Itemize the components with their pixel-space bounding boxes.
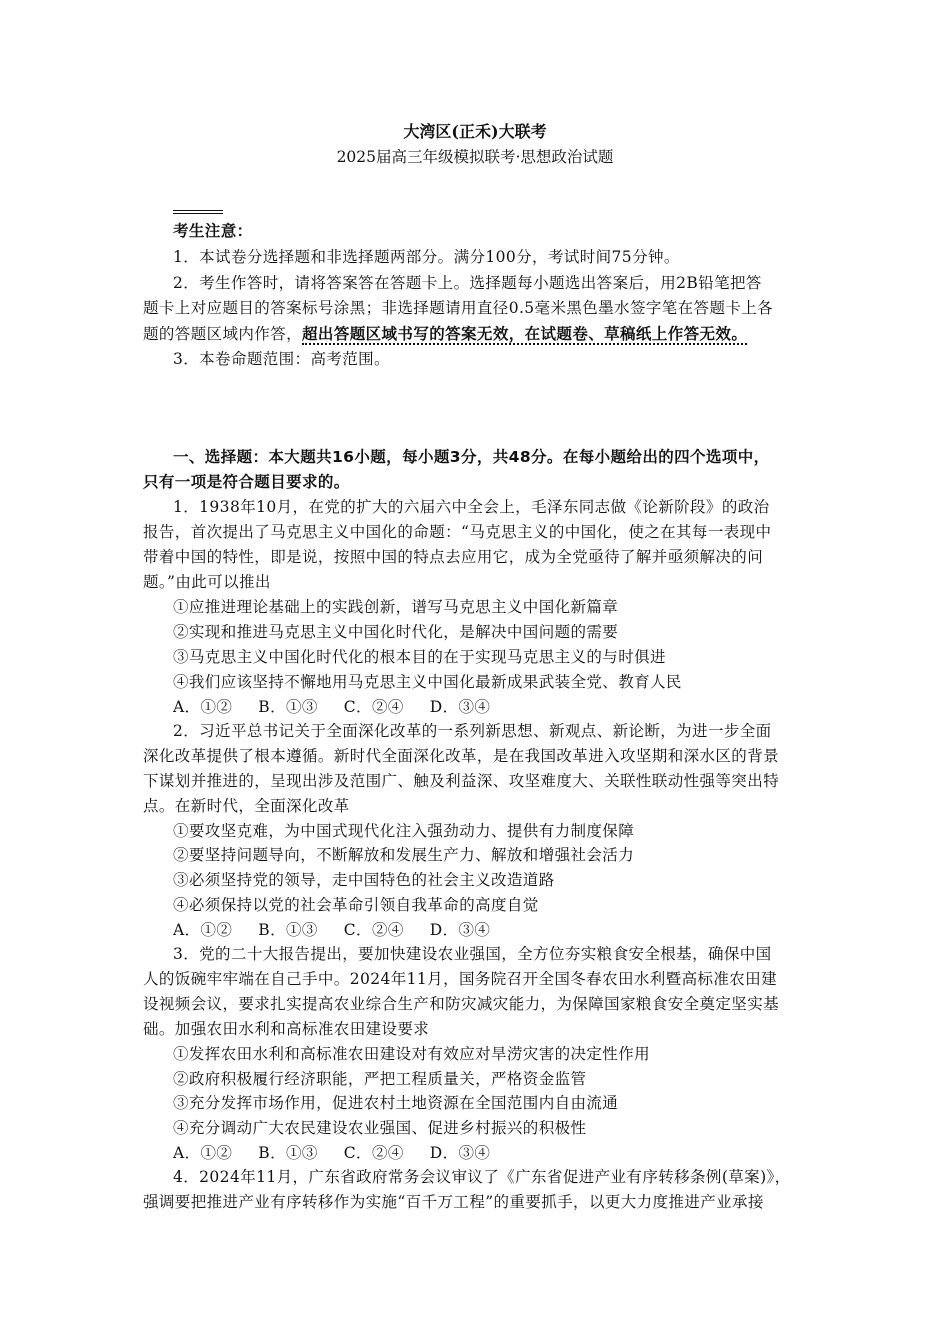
option-a: A．①② xyxy=(173,921,233,939)
option-d: D．③④ xyxy=(429,698,491,716)
option-c: C．②④ xyxy=(343,698,404,716)
notice-rule xyxy=(173,213,223,214)
notice-item-1: 1．本试卷分选择题和非选择题两部分。满分100分，考试时间75分钟。 xyxy=(173,248,680,266)
question-item: ④我们应该坚持不懈地用马克思主义中国化最新成果武装全党、教育人民 xyxy=(173,673,682,691)
notice-item-2-line: 2．考生作答时，请将答案答在答题卡上。选择题每小题选出答案后，用2B铅笔把答 xyxy=(173,274,762,292)
question-stem-line: 4．2024年11月，广东省政府常务会议审议了《广东省促进产业有序转移条例(草案)》， xyxy=(173,1168,791,1186)
notice-emphasis: 超出答题区域书写的答案无效，在试题卷、草稿纸上作答无效。 xyxy=(302,325,748,343)
option-a: A．①② xyxy=(173,1144,233,1162)
question-item: ①要攻坚克难，为中国式现代化注入强劲动力、提供有力制度保障 xyxy=(173,822,635,840)
question-item: ③充分发挥市场作用，促进农村土地资源在全国范围内自由流通 xyxy=(173,1094,619,1112)
question-stem-line: 础。加强农田水利和高标准农田建设要求 xyxy=(143,1020,430,1038)
question-item: ④充分调动广大农民建设农业强国、促进乡村振兴的积极性 xyxy=(173,1119,587,1137)
question-item: ④必须保持以党的社会革命引领自我革命的高度自觉 xyxy=(173,896,539,914)
section-heading: 一、选择题：本大题共16小题，每小题3分，共48分。在每小题给出的四个选项中， xyxy=(173,448,770,466)
answer-options xyxy=(173,918,516,940)
notice-heading: 考生注意： xyxy=(173,222,253,240)
question-stem-line: 题。”由此可以推出 xyxy=(143,573,271,591)
question-item: ②政府积极履行经济职能，严把工程质量关，严格资金监管 xyxy=(173,1070,587,1088)
notice-item-3: 3．本卷命题范围：高考范围。 xyxy=(173,350,390,368)
question-stem-line: 人的饭碗牢牢端在自己手中。2024年11月，国务院召开全国冬春农田水利暨高标准农田建 xyxy=(143,970,777,988)
question-stem-line: 设视频会议，要求扎实提高农业综合生产和防灾减灾能力，为保障国家粮食安全奠定坚实基 xyxy=(143,995,780,1013)
exam-subtitle: 2025届高三年级模拟联考·思想政治试题 xyxy=(336,148,614,166)
option-d: D．③④ xyxy=(429,921,491,939)
question-item: ①应推进理论基础上的实践创新，谱写马克思主义中国化新篇章 xyxy=(173,598,619,616)
question-item: ③必须坚持党的领导，走中国特色的社会主义改造道路 xyxy=(173,871,555,889)
question-stem-line: 点。在新时代，全面深化改革 xyxy=(143,797,350,815)
question-item: ②要坚持问题导向，不断解放和发展生产力、解放和增强社会活力 xyxy=(173,846,635,864)
notice-rule xyxy=(173,210,223,211)
section-heading: 只有一项是符合题目要求的。 xyxy=(143,473,350,491)
question-item: ②实现和推进马克思主义中国化时代化，是解决中国问题的需要 xyxy=(173,623,619,641)
question-stem-line: 深化改革提供了根本遵循。新时代全面深化改革，是在我国改革进入攻坚期和深水区的背景 xyxy=(143,747,780,765)
question-stem-line: 2．习近平总书记关于全面深化改革的一系列新思想、新观点、新论断，为进一步全面 xyxy=(173,722,772,740)
option-c: C．②④ xyxy=(343,921,404,939)
option-b: B．①③ xyxy=(258,921,318,939)
option-d: D．③④ xyxy=(429,1144,491,1162)
notice-item-2-line: 题卡上对应题目的答案标号涂黑；非选择题请用直径0.5毫米黑色墨水签字笔在答题卡上各 xyxy=(143,299,774,317)
question-stem-line: 报告，首次提出了马克思主义中国化的命题：“马克思主义的中国化，使之在其每一表现中 xyxy=(143,523,772,541)
answer-options xyxy=(173,1141,516,1163)
option-b: B．①③ xyxy=(258,698,318,716)
answer-options xyxy=(173,695,516,717)
question-stem-line: 1．1938年10月，在党的扩大的六届六中全会上，毛泽东同志做《论新阶段》的政治 xyxy=(173,498,770,516)
option-c: C．②④ xyxy=(343,1144,404,1162)
notice-item-2-line xyxy=(143,322,747,344)
option-b: B．①③ xyxy=(258,1144,318,1162)
question-item: ①发挥农田水利和高标准农田建设对有效应对旱涝灾害的决定性作用 xyxy=(173,1045,651,1063)
question-stem-line: 3．党的二十大报告提出，要加快建设农业强国，全方位夯实粮食安全根基，确保中国 xyxy=(173,945,772,963)
question-item: ③马克思主义中国化时代化的根本目的在于实现马克思主义的与时俱进 xyxy=(173,648,666,666)
question-stem-line: 带着中国的特性，即是说，按照中国的特点去应用它，成为全党亟待了解并亟须解决的问 xyxy=(143,548,764,566)
exam-title: 大湾区(正禾)大联考 xyxy=(403,122,547,141)
notice-text: 题的答题区域内作答， xyxy=(143,325,303,343)
option-a: A．①② xyxy=(173,698,233,716)
question-stem-line: 下谋划并推进的，呈现出涉及范围广、触及利益深、攻坚难度大、关联性联动性强等突出特 xyxy=(143,772,780,790)
question-stem-line: 强调要把推进产业有序转移作为实施“百千万工程”的重要抓手，以更大力度推进产业承接 xyxy=(143,1193,764,1211)
